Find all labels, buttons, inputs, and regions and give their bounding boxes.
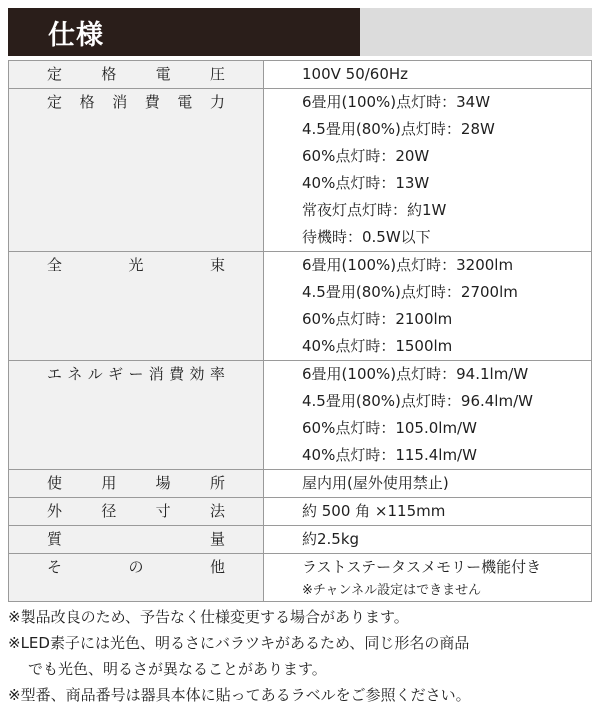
spec-value: 約 500 角 ×115mm bbox=[302, 502, 446, 520]
spec-label-char: 光 bbox=[128, 256, 144, 274]
spec-label-cell bbox=[9, 61, 264, 89]
spec-row-luminous-flux bbox=[9, 252, 592, 361]
spec-value: 60%点灯時：20W bbox=[302, 147, 430, 165]
spec-label-char: ネ bbox=[67, 365, 83, 383]
spec-label-char: 効 bbox=[189, 365, 205, 383]
spec-value-cell bbox=[264, 498, 592, 526]
spec-label-char: 外 bbox=[47, 502, 63, 520]
spec-label-cell bbox=[9, 498, 264, 526]
spec-label bbox=[47, 361, 225, 387]
spec-label-char: 力 bbox=[209, 93, 225, 111]
spec-label-char: 格 bbox=[79, 93, 95, 111]
note-3: ※型番、商品番号は器具本体に貼ってあるラベルをご参照ください。 bbox=[8, 686, 471, 704]
spec-label bbox=[47, 89, 225, 115]
spec-label-char: 費 bbox=[169, 365, 185, 383]
spec-value: 4.5畳用(80%)点灯時：96.4lm/W bbox=[302, 392, 533, 410]
spec-value: 40%点灯時：115.4lm/W bbox=[302, 446, 477, 464]
note-2-continued: でも光色、明るさが異なることがあります。 bbox=[28, 660, 327, 678]
spec-title-box bbox=[8, 8, 360, 56]
spec-label-cell bbox=[9, 526, 264, 554]
spec-label-char: 所 bbox=[209, 474, 225, 492]
spec-value: 約2.5kg bbox=[302, 530, 360, 548]
spec-value-cell bbox=[264, 61, 592, 89]
spec-label-char: 束 bbox=[209, 256, 225, 274]
spec-row-energy-efficiency bbox=[9, 361, 592, 470]
notes bbox=[8, 604, 598, 708]
spec-row-outer-dimensions bbox=[9, 498, 592, 526]
spec-label-char: 率 bbox=[209, 365, 225, 383]
spec-label-char: 電 bbox=[177, 93, 193, 111]
note-1: ※製品改良のため、予告なく仕様変更する場合があります。 bbox=[8, 608, 409, 626]
spec-label-char: 用 bbox=[101, 474, 117, 492]
spec-label-char: 使 bbox=[47, 474, 63, 492]
spec-value: 常夜灯点灯時：約1W bbox=[302, 201, 447, 219]
spec-label bbox=[47, 498, 225, 524]
spec-label-cell bbox=[9, 89, 264, 252]
spec-label bbox=[47, 252, 225, 278]
spec-label-cell bbox=[9, 252, 264, 361]
spec-label-char: 全 bbox=[47, 256, 63, 274]
spec-value: 40%点灯時：13W bbox=[302, 174, 430, 192]
spec-label-cell bbox=[9, 554, 264, 602]
spec-value: 6畳用(100%)点灯時：94.1lm/W bbox=[302, 365, 529, 383]
spec-value: 40%点灯時：1500lm bbox=[302, 337, 453, 355]
spec-label-char: そ bbox=[47, 558, 63, 576]
spec-label-char: ー bbox=[128, 365, 144, 383]
spec-label-char: 場 bbox=[155, 474, 171, 492]
spec-value: 6畳用(100%)点灯時：3200lm bbox=[302, 256, 514, 274]
spec-value-cell bbox=[264, 554, 592, 602]
spec-value: 4.5畳用(80%)点灯時：2700lm bbox=[302, 283, 518, 301]
spec-label-char: 質 bbox=[47, 530, 63, 548]
spec-label-cell bbox=[9, 470, 264, 498]
spec-value: ※チャンネル設定はできません bbox=[302, 583, 482, 598]
spec-row-rated-voltage bbox=[9, 61, 592, 89]
spec-label-char: 定 bbox=[47, 65, 63, 83]
spec-label-char: 圧 bbox=[209, 65, 225, 83]
page-title: 仕様 bbox=[48, 19, 104, 51]
spec-row-mass bbox=[9, 526, 592, 554]
spec-label-char: ル bbox=[87, 365, 103, 383]
spec-label-char: 電 bbox=[155, 65, 171, 83]
spec-label-char: 寸 bbox=[155, 502, 171, 520]
spec-value: 60%点灯時：2100lm bbox=[302, 310, 453, 328]
spec-value-cell bbox=[264, 89, 592, 252]
spec-label-cell bbox=[9, 361, 264, 470]
spec-value: 待機時：0.5W以下 bbox=[302, 228, 431, 246]
spec-label bbox=[47, 470, 225, 496]
spec-table bbox=[8, 60, 592, 602]
spec-value: 100V 50/60Hz bbox=[302, 65, 409, 83]
spec-label-char: 消 bbox=[148, 365, 164, 383]
spec-label bbox=[47, 61, 225, 87]
note-2: ※LED素子には光色、明るさにバラツキがあるため、同じ形名の商品 bbox=[8, 634, 470, 652]
spec-label-char: 格 bbox=[101, 65, 117, 83]
spec-value: 屋内用(屋外使用禁止) bbox=[302, 474, 449, 492]
spec-value: 60%点灯時：105.0lm/W bbox=[302, 419, 477, 437]
spec-value: 4.5畳用(80%)点灯時：28W bbox=[302, 120, 495, 138]
spec-label bbox=[47, 526, 225, 552]
spec-label-char: の bbox=[128, 558, 144, 576]
header-decoration bbox=[360, 8, 592, 56]
spec-value-cell bbox=[264, 252, 592, 361]
spec-label-char: 消 bbox=[112, 93, 128, 111]
spec-row-usage-location bbox=[9, 470, 592, 498]
spec-header bbox=[8, 8, 592, 56]
spec-label bbox=[47, 554, 225, 580]
spec-label-char: エ bbox=[47, 365, 63, 383]
spec-value-cell bbox=[264, 526, 592, 554]
spec-value: ラストステータスメモリー機能付き bbox=[302, 558, 542, 576]
spec-row-rated-power bbox=[9, 89, 592, 252]
spec-label-char: ギ bbox=[108, 365, 124, 383]
spec-value: 6畳用(100%)点灯時：34W bbox=[302, 93, 491, 111]
spec-value-cell bbox=[264, 470, 592, 498]
spec-label-char: 他 bbox=[209, 558, 225, 576]
spec-value-cell bbox=[264, 361, 592, 470]
spec-label-char: 定 bbox=[47, 93, 63, 111]
spec-label-char: 径 bbox=[101, 502, 117, 520]
spec-row-other bbox=[9, 554, 592, 602]
spec-label-char: 費 bbox=[144, 93, 160, 111]
spec-label-char: 量 bbox=[209, 530, 225, 548]
spec-label-char: 法 bbox=[209, 502, 225, 520]
